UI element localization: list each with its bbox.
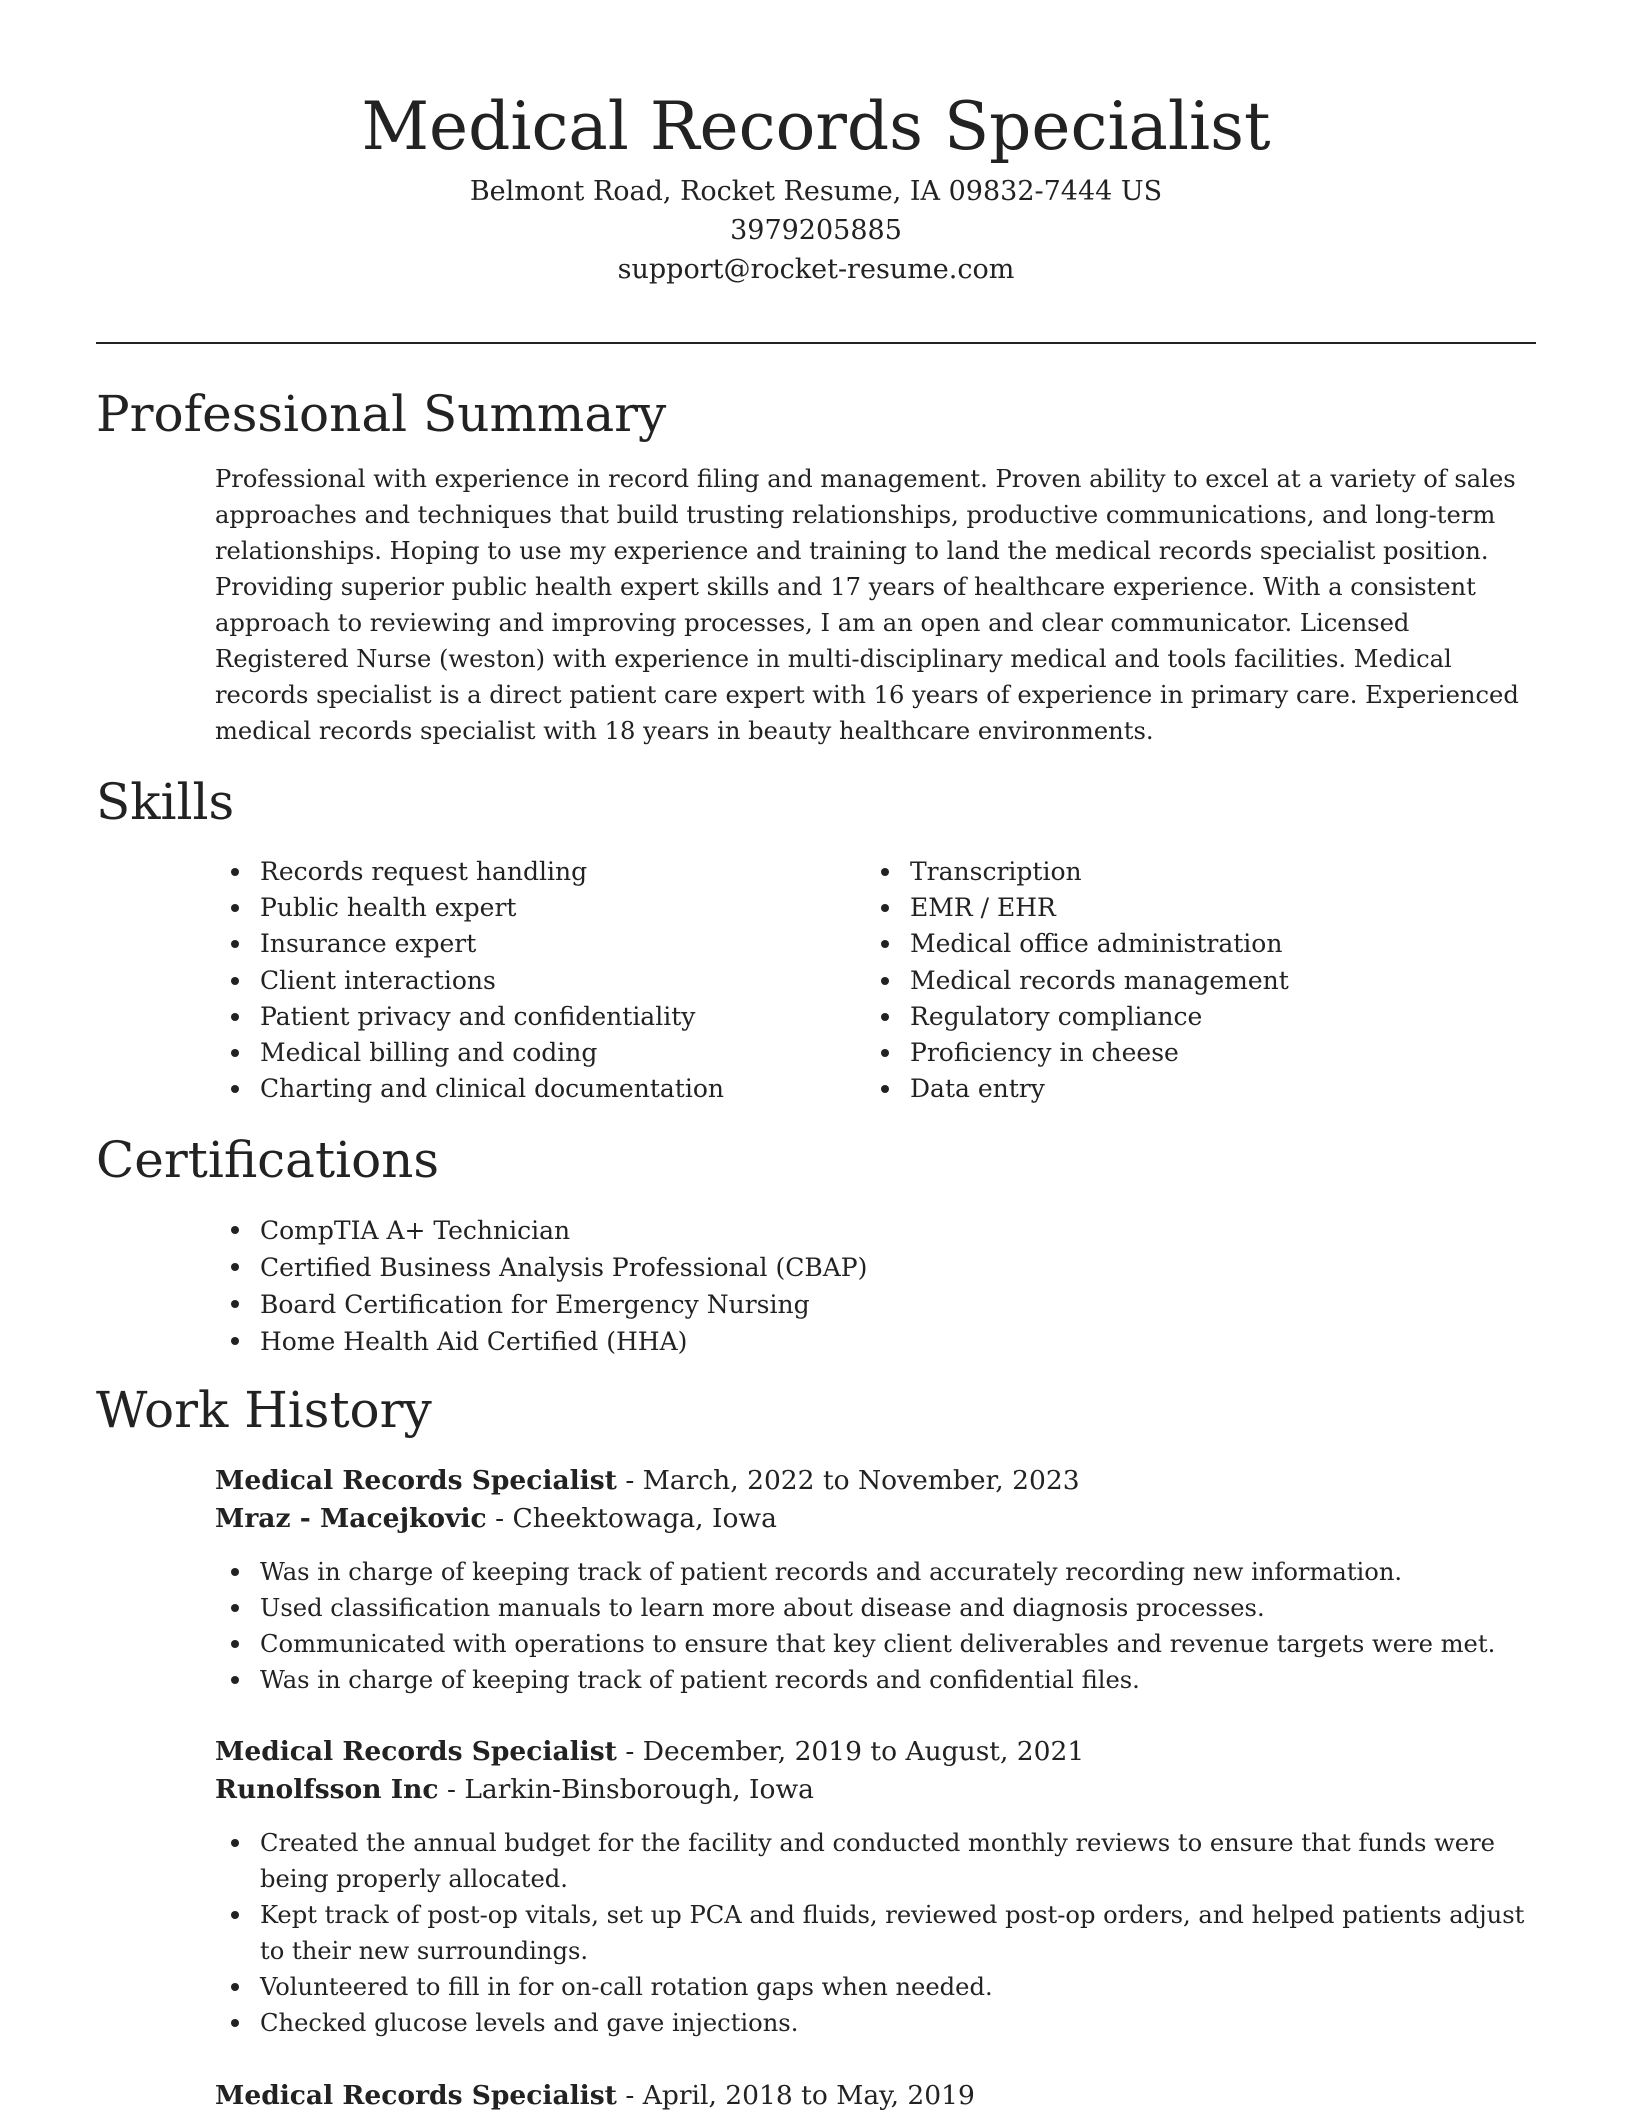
skills-heading: Skills xyxy=(96,773,235,831)
skill-item: Public health expert xyxy=(215,890,835,926)
job-entry xyxy=(215,1462,1535,1698)
job-bullets xyxy=(215,1825,1535,2041)
job-company-line: Runolfsson Inc - Larkin-Binsborough, Iowa xyxy=(215,1774,814,1805)
job-company: Runolfsson Inc xyxy=(215,1774,439,1805)
job-bullets xyxy=(215,1554,1535,1698)
job-bullet: Kept track of post-op vitals, set up PCA and fluids, reviewed post-op orders, and helped patients adjust to their new surroundings. xyxy=(215,1897,1535,1969)
job-bullet: Was in charge of keeping track of patient records and confidential files. xyxy=(215,1662,1535,1698)
job-bullet: Used classification manuals to learn more about disease and diagnosis processes. xyxy=(215,1590,1535,1626)
skill-item: Medical billing and coding xyxy=(215,1035,835,1071)
skill-item: Charting and clinical documentation xyxy=(215,1071,835,1107)
job-role: Medical Records Specialist xyxy=(215,2080,617,2111)
skill-item: Regulatory compliance xyxy=(865,999,1525,1035)
certification-item: Board Certification for Emergency Nursing xyxy=(215,1286,1515,1323)
candidate-name: Medical Records Specialist xyxy=(361,88,1271,165)
job-bullet: Checked glucose levels and gave injections. xyxy=(215,2005,1535,2041)
job-entry xyxy=(215,2077,1535,2115)
contact-address: Belmont Road, Rocket Resume, IA 09832-7444 US xyxy=(469,176,1163,207)
job-bullet: Volunteered to fill in for on-call rotation gaps when needed. xyxy=(215,1969,1535,2005)
certifications-list xyxy=(215,1212,1515,1360)
job-dates: March, 2022 to November, 2023 xyxy=(642,1465,1080,1496)
skills-list-right xyxy=(865,854,1525,1107)
job-location: Larkin-Binsborough, Iowa xyxy=(464,1774,814,1805)
job-title-line: Medical Records Specialist - March, 2022 to November, 2023 xyxy=(215,1465,1080,1496)
job-entry xyxy=(215,1733,1535,2041)
job-title-line: Medical Records Specialist - April, 2018 to May, 2019 xyxy=(215,2080,975,2111)
skill-item: Client interactions xyxy=(215,963,835,999)
skill-item: EMR / EHR xyxy=(865,890,1525,926)
contact-email: support@rocket-resume.com xyxy=(617,254,1015,285)
job-dates: April, 2018 to May, 2019 xyxy=(642,2080,975,2111)
skill-item: Medical office administration xyxy=(865,926,1525,962)
skills-list-left xyxy=(215,854,835,1107)
job-company-line: Mraz - Macejkovic - Cheektowaga, Iowa xyxy=(215,1503,777,1534)
job-location: Cheektowaga, Iowa xyxy=(512,1503,777,1534)
job-role: Medical Records Specialist xyxy=(215,1465,617,1496)
job-bullet: Communicated with operations to ensure that key client deliverables and revenue targets were met. xyxy=(215,1626,1535,1662)
skill-item: Data entry xyxy=(865,1071,1525,1107)
skill-item: Proficiency in cheese xyxy=(865,1035,1525,1071)
certification-item: CompTIA A+ Technician xyxy=(215,1212,1515,1249)
job-title-line: Medical Records Specialist - December, 2019 to August, 2021 xyxy=(215,1736,1085,1767)
job-bullet: Was in charge of keeping track of patient records and accurately recording new information. xyxy=(215,1554,1535,1590)
contact-phone: 3979205885 xyxy=(730,215,902,246)
skill-item: Insurance expert xyxy=(215,926,835,962)
skill-item: Medical records management xyxy=(865,963,1525,999)
job-dates: December, 2019 to August, 2021 xyxy=(642,1736,1085,1767)
certifications-heading: Certifications xyxy=(96,1131,440,1189)
certification-item: Home Health Aid Certified (HHA) xyxy=(215,1323,1515,1360)
header-divider xyxy=(96,342,1536,344)
skill-item: Transcription xyxy=(865,854,1525,890)
work-history-heading: Work History xyxy=(96,1381,432,1439)
resume-header xyxy=(0,82,1632,289)
certification-item: Certified Business Analysis Professional (CBAP) xyxy=(215,1249,1515,1286)
job-bullet: Created the annual budget for the facility and conducted monthly reviews to ensure that funds were being properly allocated. xyxy=(215,1825,1535,1897)
job-company: Mraz - Macejkovic xyxy=(215,1503,487,1534)
skill-item: Records request handling xyxy=(215,854,835,890)
summary-text: Professional with experience in record filing and management. Proven ability to excel at a variety of sales approaches and techniques that build trusting relationships, productive communications, and long-term relationships. Hoping to use my experience and training to land the medical records specialist position. Providing superior public health expert skills and 17 years of healthcare experience. With a consistent approach to reviewing and improving processes, I am an open and clear communicator. Licensed Registered Nurse (weston) with experience in multi-disciplinary medical and tools facilities. Medical records specialist is a direct patient care expert with 16 years of experience in primary care. Experienced medical records specialist with 18 years in beauty healthcare environments. xyxy=(215,465,1519,745)
job-role: Medical Records Specialist xyxy=(215,1736,617,1767)
summary-heading: Professional Summary xyxy=(96,385,667,443)
skill-item: Patient privacy and confidentiality xyxy=(215,999,835,1035)
